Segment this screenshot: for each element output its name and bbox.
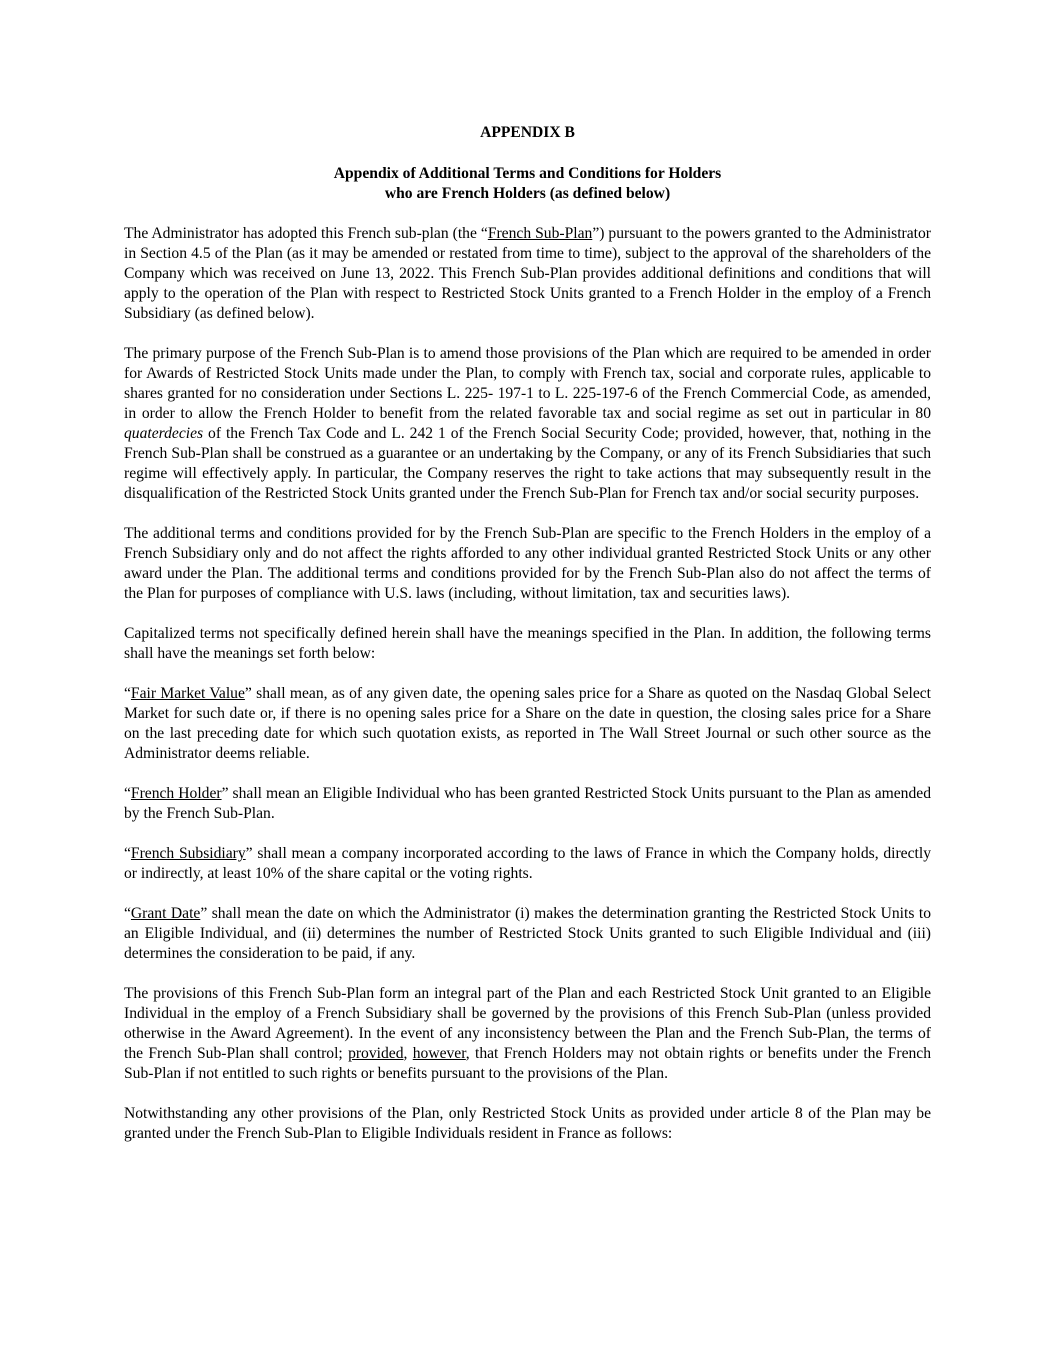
text-run: , that French Holders may not obtain rights or benefits under the French Sub-Plan if not entitled to such rights or benefits pursuant to the provisions of the Plan. — [124, 1045, 932, 1082]
paragraph-primary-purpose — [124, 344, 931, 504]
defined-term-french-holder: French Holder — [130, 785, 222, 802]
text-run: The Administrator has adopted this French sub-plan (the “ — [124, 225, 488, 242]
open-quote: “ — [124, 685, 131, 702]
text-run: The provisions of this French Sub-Plan form an integral part of the Plan and each Restricted Stock Unit granted to an Eligible Individual in the employ of a French Subsidiary shall be governed by the provisions of this French Sub-Plan (unless provided otherwise in the Award Agreement). In the event of any inconsistency between the Plan and the French Sub-Plan, the terms of the French Sub-Plan shall control; — [124, 985, 931, 1062]
underlined-provided: provided — [348, 1045, 404, 1062]
definition-french-holder — [124, 784, 931, 824]
definition-fair-market-value — [124, 684, 931, 764]
text-run: ”) pursuant to the powers granted to the Administrator in Section 4.5 of the Plan (as it may be amended or restated from time to time), subject to the approval of the shareholders of the Company which was received on June 13, 2022. This French Sub-Plan provides additional definitions and conditions that will apply to the operation of the Plan with respect to Restricted Stock Units granted to a French Holder in the employ of a French Subsidiary (as defined below). — [124, 225, 931, 322]
definition-french-subsidiary — [124, 844, 931, 884]
paragraph-notwithstanding: Notwithstanding any other provisions of the Plan, only Restricted Stock Units as provided under article 8 of the Plan may be granted under the French Sub-Plan to Eligible Individuals resident in France as follows: — [124, 1105, 931, 1142]
paragraph-additional-terms: The additional terms and conditions provided for by the French Sub-Plan are specific to the French Holders in the employ of a French Subsidiary only and do not affect the rights afforded to any other individual granted Restricted Stock Units or any other award under the Plan. The additional terms and conditions provided for by the French Sub-Plan also do not affect the terms of the Plan for purposes of compliance with U.S. laws (including, without limitation, tax and securities laws). — [124, 525, 931, 602]
open-quote: “ — [124, 845, 131, 862]
paragraph-sub-plan-adoption — [124, 224, 931, 324]
definition-text: ” shall mean the date on which the Administrator (i) makes the determination granting the Restricted Stock Units to an Eligible Individual, and (ii) determines the number of Restricted Stock Units granted to such Eligible Individual and (iii) determines the consideration to be paid, if any. — [124, 905, 931, 962]
open-quote: “ — [124, 785, 131, 802]
subheading-line-2: who are French Holders (as defined below) — [384, 185, 671, 202]
definition-grant-date — [124, 904, 931, 964]
document-heading: APPENDIX B — [480, 124, 575, 141]
definition-text: ” shall mean an Eligible Individual who has been granted Restricted Stock Units pursuant to the Plan as amended by the French Sub-Plan. — [124, 785, 931, 822]
document-subheading — [124, 164, 931, 204]
paragraph-integral-part — [124, 984, 931, 1084]
underlined-however: however — [412, 1045, 466, 1062]
defined-term-grant-date: Grant Date — [130, 905, 201, 922]
defined-term-french-subsidiary: French Subsidiary — [130, 845, 246, 862]
text-run: The primary purpose of the French Sub-Plan is to amend those provisions of the Plan which are required to be amended in order for Awards of Restricted Stock Units made under the Plan, to comply with French tax, social and corporate rules, applicable to shares granted for no consideration under Sections L. 225- 197-1 to L. 225-197-6 of the French Commercial Code, as amended, in order to allow the French Holder to benefit from the related favorable tax and social regime as set out in particular in 80 — [124, 345, 931, 422]
document-body — [124, 123, 931, 1164]
subheading-line-1: Appendix of Additional Terms and Conditions for Holders — [333, 165, 722, 182]
text-run: , — [403, 1045, 413, 1062]
open-quote: “ — [124, 905, 131, 922]
definition-text: ” shall mean a company incorporated according to the laws of France in which the Company holds, directly or indirectly, at least 10% of the share capital or the voting rights. — [124, 845, 931, 882]
italic-term-quaterdecies: quaterdecies — [124, 425, 204, 442]
paragraph-capitalized-terms: Capitalized terms not specifically defined herein shall have the meanings specified in the Plan. In addition, the following terms shall have the meanings set forth below: — [124, 625, 931, 662]
text-run: of the French Tax Code and L. 242 1 of the French Social Security Code; provided, however, that, nothing in the French Sub-Plan shall be construed as a guarantee or an undertaking by the Company, or any of its French Subsidiaries that such regime will effectively apply. In particular, the Company reserves the right to take actions that may subsequently result in the disqualification of the Restricted Stock Units granted under the French Sub-Plan for French tax and/or social security purposes. — [124, 425, 931, 502]
definition-text: ” shall mean, as of any given date, the opening sales price for a Share as quoted on the Nasdaq Global Select Market for such date or, if there is no opening sales price for a Share on the date in question, the closing sales price for a Share on the last preceding date for which such quotation exists, as reported in The Wall Street Journal or such other source as the Administrator deems reliable. — [124, 685, 931, 762]
defined-term-french-sub-plan: French Sub-Plan — [487, 225, 593, 242]
defined-term-fair-market-value: Fair Market Value — [130, 685, 245, 702]
